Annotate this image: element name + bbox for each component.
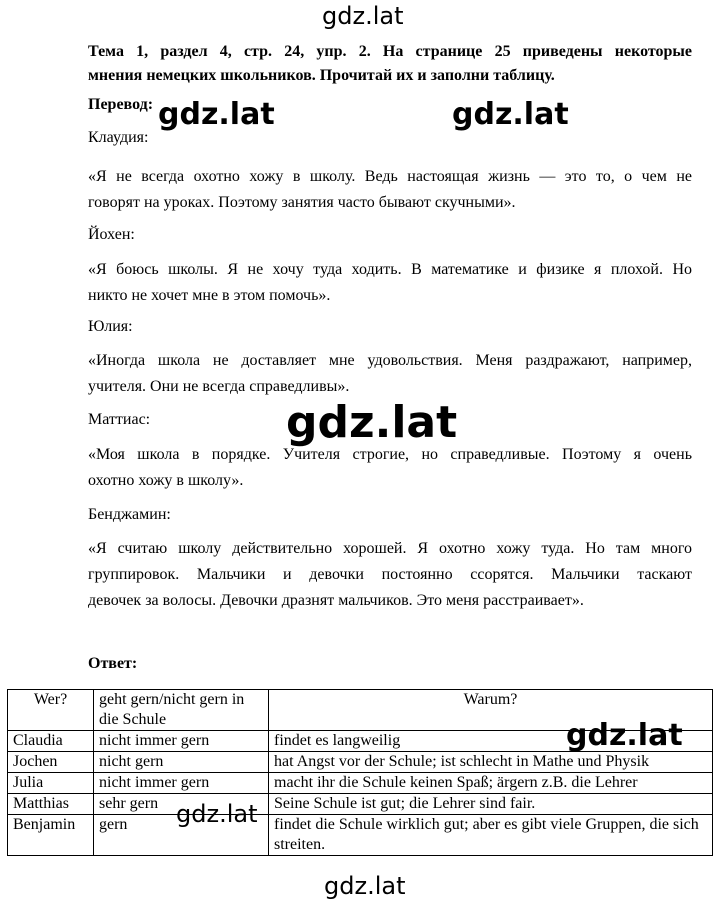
- answer-label: Ответ:: [88, 655, 138, 672]
- table-cell: Seine Schule ist gut; die Lehrer sind fair.: [269, 794, 713, 815]
- watermark-large: gdz.lat: [286, 397, 458, 448]
- table-cell: Julia: [8, 773, 94, 794]
- opinion-line: «Моя школа в порядке. Учителя строгие, но справедливые. Поэтому я очень: [88, 446, 692, 463]
- opinion-line: «Я боюсь школы. Я не хочу туда ходить. В математике и физике я плохой. Но: [88, 261, 692, 278]
- speaker-claudia: Клаудия:: [88, 129, 149, 146]
- opinion-julia: [88, 348, 692, 400]
- table-cell: hat Angst vor der Schule; ist schlecht in Mathe und Physik: [269, 752, 713, 773]
- task-heading-line2: мнения немецких школьников. Прочитай их и заполни таблицу.: [88, 67, 555, 84]
- task-heading-line1: Тема 1, раздел 4, стр. 24, упр. 2. На странице 25 приведены некоторые: [88, 43, 692, 60]
- table-row: [8, 752, 713, 773]
- opinion-claudia: [88, 164, 692, 216]
- table-cell: Benjamin: [8, 815, 94, 856]
- opinion-matthias: [88, 442, 692, 494]
- speaker-jochen: Йохен:: [88, 226, 135, 243]
- table-row: [8, 794, 713, 815]
- table-cell: Matthias: [8, 794, 94, 815]
- opinion-benjamin: [88, 536, 692, 614]
- speaker-julia: Юлия:: [88, 318, 133, 335]
- table-cell: nicht immer gern: [94, 731, 269, 752]
- opinion-line: говорят на уроках. Поэтому занятия часто бывают скучными».: [88, 194, 516, 211]
- table-row: [8, 815, 713, 856]
- table-cell: nicht gern: [94, 752, 269, 773]
- speaker-matthias: Маттиас:: [88, 411, 151, 428]
- watermark: gdz.lat: [176, 800, 258, 828]
- table-row: [8, 773, 713, 794]
- opinion-line: учителя. Они не всегда справедливы».: [88, 378, 350, 395]
- opinion-line: никто не хочет мне в этом помочь».: [88, 287, 331, 304]
- table-cell: findet es langweilig: [269, 731, 713, 752]
- table-header-cell: Warum?: [269, 690, 713, 731]
- table-cell: nicht immer gern: [94, 773, 269, 794]
- table-cell: sehr gern: [94, 794, 269, 815]
- table-cell: Claudia: [8, 731, 94, 752]
- opinion-line: «Иногда школа не доставляет мне удовольствия. Меня раздражают, например,: [88, 352, 692, 369]
- translation-label: Перевод:: [88, 96, 154, 113]
- watermark: gdz.lat: [566, 718, 683, 753]
- opinion-line: охотно хожу в школу».: [88, 472, 244, 489]
- table-header-cell: Wer?: [8, 690, 94, 731]
- speaker-benjamin: Бенджамин:: [88, 506, 171, 523]
- watermark-bottom: gdz.lat: [324, 872, 406, 900]
- table-cell: findet die Schule wirklich gut; aber es gibt viele Gruppen, die sich streiten.: [269, 815, 713, 856]
- task-heading: [88, 40, 692, 88]
- opinion-jochen: [88, 257, 692, 309]
- watermark-top: gdz.lat: [322, 2, 404, 30]
- table-cell: macht ihr die Schule keinen Spaß; ärgern z.B. die Lehrer: [269, 773, 713, 794]
- watermark: gdz.lat: [158, 97, 275, 132]
- answer-table: [7, 689, 713, 856]
- table-cell: Jochen: [8, 752, 94, 773]
- watermark: gdz.lat: [452, 97, 569, 132]
- opinion-line: группировок. Мальчики и девочки постоянно ссорятся. Мальчики таскают: [88, 566, 692, 583]
- opinion-line: девочек за волосы. Девочки дразнят мальчиков. Это меня расстраивает».: [88, 592, 584, 609]
- table-cell: gern: [94, 815, 269, 856]
- opinion-line: «Я не всегда охотно хожу в школу. Ведь настоящая жизнь — это то, о чем не: [88, 168, 692, 185]
- table-header-cell: geht gern/nicht gern in die Schule: [94, 690, 269, 731]
- opinion-line: «Я считаю школу действительно хорошей. Я охотно хожу туда. Но там много: [88, 540, 692, 557]
